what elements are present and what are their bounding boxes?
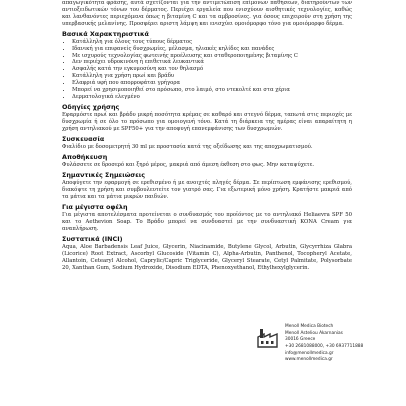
usage-heading: Οδηγίες χρήσης	[62, 102, 120, 111]
features-heading: Βασικά Χαρακτηριστικά	[62, 29, 149, 38]
usage-text: Εφαρμόστε πρωί και βράδυ μικρή ποσότητα κρέμας σε καθαρό και στεγνό δέρμα, ταπωτά στις περιοχές με δυσχρωμία ή σε όλο το πρόσωπο για ομοιογενή τόνο. Κατά τη διάρκεια της ημέρας είναι απαραίτητη η χρήση αντηλιακού με SPF50+ για την αποφυγή επανεμφάνισης των δυσχρωμιών.	[62, 112, 352, 132]
intro-paragraph: απαγωγικότητα φράσης, αυτά σχετίζονται για την αντιμετώπιση επίμονων παθήσεων, διατηρούντων των αντιοξειδωτικών τόνων του δέρματος. Περιέχει εργαλεία που ενισχύουν αισθητικές τεχνολογίες, καθώς και λανθανόντες περιεχόμενα όπως η βιταμίνη C και τα αμβροσίνες. για όσους επιχειρούν στη χρήση της υπερβασικής μελανίνης. Προσφέρει αριστη λάμψη και ενισχύει ομοιόμορφο τόνο για ομοιόμορφο δέρμα.	[62, 0, 352, 27]
feature-item: • Ασφαλής κατά την εγκυμοσύνη και τον θηλασμό	[72, 66, 352, 73]
company-name: Menoll Medica Biotech	[285, 324, 334, 329]
company-address: Menoll Asteliou Akarnanias	[285, 330, 343, 336]
feature-item: • Δεν περιέχει υδροκινόνη ή επιθετικά λευκαντικά	[72, 59, 352, 66]
company-website: www.menollmedica.gr	[285, 357, 333, 363]
feature-item: • Δερματολογικά ελεγμένο	[72, 94, 352, 101]
feature-item: • Με ισχυρούς τεχνολογίας φωτεινής προέλευσης και σταθεροποιημένης βιταμίνης C	[72, 53, 352, 60]
company-email: info@menollmedica.gr	[285, 350, 334, 356]
packaging-heading: Συσκευασία	[62, 134, 105, 143]
features-list	[62, 39, 352, 101]
company-contact	[285, 324, 403, 364]
company-postal: 30016 Greece	[285, 337, 316, 343]
ingredients-heading: Συστατικά (INCI)	[62, 234, 123, 243]
warnings-text: Αποφύγετε την εφαρμογή σε ερεθισμένο ή με ανοιχτές πληγές δέρμα. Σε περίπτωση εμφάνισης ερεθισμού, διακόψτε τη χρήση και συμβουλευτείτε τον γιατρό σας. Για εξωτερική μόνο χρήση. Κρατήστε μακριά από τα μάτια και τα μάτια μικρών παιδιών.	[62, 180, 352, 201]
storage-text: Φυλάσσετε σε δροσερό και ξηρό μέρος, μακριά από άμεση έκθεση στο φως. Μην καταψύχετε.	[62, 162, 315, 169]
product-description	[62, 0, 352, 273]
feature-item: • Ελαφριά υφή που απορροφάται γρήγορα	[72, 80, 352, 87]
combo-heading: Για μέγιστα οφέλη	[62, 203, 128, 212]
factory-icon	[257, 326, 279, 348]
storage-heading: Αποθήκευση	[62, 152, 108, 161]
combo-text: Για μέγιστα αποτελέσματα προτείνεται ο συνδυασμός του προϊόντος με το αντηλιακό Heliaevra SPF 50 και το Aethevion Soap. Το Βράδυ μπορεί να συνδυαστεί με την συνδυαστική KONA Cream για αναπλήρωση.	[62, 212, 352, 233]
feature-item: • Ιδανική για επιφανείς δυσχρωμίες, μέλασμα, ηλιακές κηλίδες και πανάδες	[72, 46, 352, 53]
warnings-heading: Σημαντικές Σημειώσεις	[62, 171, 146, 180]
ingredients-text: Aqua, Aloe Barbadensis Leaf Juice, Glycerin, Niacinamide, Butylene Glycol, Arbutin, Glycyrrhiza Glabra (Licorice) Root Extract, Ascorbyl Glucoside (Vitamin C), Alpha-Arbutin, Panthenol, Tocopheryl Acetate, Allantoin, Cetearyl Alcohol, Caprylic/Capric Triglyceride, Glyceryl Stearate, Cetyl Palmitate, Polysorbate 20, Xanthan Gum, Sodium Hydroxide, Disodium EDTA, Phenoxyethanol, Ethylhexylglycerin.	[62, 244, 352, 271]
feature-item: • Κατάλληλη για χρήση πρωί και βράδυ	[72, 73, 352, 80]
company-phone: +30 2681088000, +30 6937711888	[285, 343, 364, 349]
packaging-text: Φιαλίδιο με δοσομετρητή 30 ml με προστασία κατά της οξείδωσης και της αποχρωματισμού.	[62, 143, 313, 150]
feature-item: • Μπορεί να χρησιμοποιηθεί στο πρόσωπο, στο λαιμό, στο ντεκολτέ και στα χέρια	[72, 87, 352, 94]
feature-item: • Κατάλληλη για όλους τους τύπους δέρματος	[72, 39, 352, 46]
